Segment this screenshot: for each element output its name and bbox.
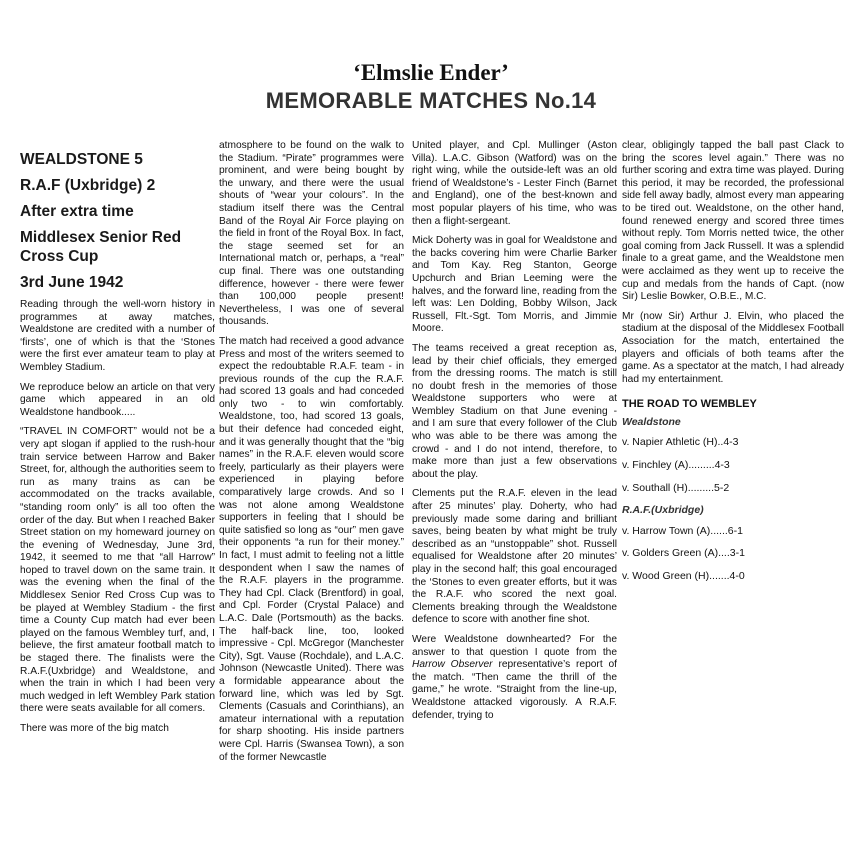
match-date: 3rd June 1942: [20, 274, 124, 291]
article-column-1: [20, 150, 215, 736]
page-title: ‘Elmslie Ender’: [353, 60, 509, 85]
article-paragraph-cont: atmosphere to be found on the walk to the Stadium. “Pirate” programmes were prominent, and were being bought by the unwary, and there were the usual shouts of “wear your colours”. In the stadium itself there was the Central Band of the Royal Air Force playing on the field in front of the Royal Box. In fact, the stage seemed set for an International match or, perhaps, a “real” cup final. There was one outstanding difference, however - there were fewer than 100,000 people present! Nevertheless, I was one of several thousands.: [219, 140, 404, 328]
match-score-away: R.A.F (Uxbridge) 2: [20, 177, 156, 194]
road-to-wembley-title: THE ROAD TO WEMBLEY: [622, 398, 757, 411]
road-team-heading: R.A.F.(Uxbridge): [622, 504, 704, 517]
article-paragraph-start: There was more of the big match: [20, 723, 169, 734]
article-paragraph: We reproduce below an article on that very game which appeared in an old Wealdstone handbook.....: [20, 381, 215, 418]
article-paragraph: Clements put the R.A.F. eleven in the lead after 25 minutes’ play. Doherty, who had previously made some daring and brilliant saves, being beaten by what might be truly described as an “unstoppable” shot. Russell equalised for Wealdstone after 20 minutes’ play in the second half; this goal encouraged the ‘Stones to even greater efforts, but it was the R.A.F. who scored the next goal. Clements breaking through the Wealdstone defence to score with another fine shot.: [412, 488, 617, 626]
newspaper-name: Harrow Observer: [412, 659, 493, 671]
page-subtitle: MEMORABLE MATCHES No.14: [265, 88, 597, 113]
article-paragraph: The teams received a great reception as, lead by their chief officials, they emerged from the dressing rooms. The match is still no doubt fresh in the memories of those Wealdstone supporters who were at Wembley Stadium on that June evening - and I am sure that every follower of the Club who was able to be there was among the crowd - and I do not intend, therefore, to make more than just a few observations about the play.: [412, 342, 617, 480]
road-team-heading: Wealdstone: [622, 415, 681, 428]
match-note: After extra time: [20, 203, 134, 220]
road-result: v. Harrow Town (A)......6-1: [622, 524, 743, 537]
article-column-3: [412, 140, 617, 722]
article-paragraph-start: The match had received a good advance Press and most of the writers seemed to expect the redoubtable R.A.F. team - in previous rounds of the cup the R.A.F. had scored 13 goals and had conceded only two - to win comfortably. Wealdstone, too, had scored 13 goals, but their defence had conceded eight, and it was generally thought that the “big names” in the R.A.F. eleven would score freely, particularly as their players were experienced in playing before comparatively large crowds. And so I was not alone among Wealdstone supporters in feeling that I should be quite satisfied so long as “our” men gave their opponents “a run for their money.” In fact, I must admit to feeling not a little despondent when I saw the names of the R.A.F. players in the programme. They had Cpl. Clack (Brentford) in goal, and Cpl. Forder (Crystal Palace) and L.A.C. Dale (Portsmouth) as the backs. The half-back line, too, looked impressive - Cpl. McGregor (Manchester City), Sgt. Vause (Rochdale), and L.A.C. Johnson (Newcastle United). There was a formidable appearance about the forward line, which was led by Sgt. Clements (Casuals and Corinthians), an amateur international with a reputation for sharp shooting. His inside partners were Cpl. Harris (Swansea Town), a son of the former Newcastle: [219, 335, 404, 763]
article-paragraph: Mr (now Sir) Arthur J. Elvin, who placed the stadium at the disposal of the Middlesex Football Association for the match, entertained the players and officials of both teams after the game. As a spectator at the match, I had already had my entertainment.: [622, 310, 844, 385]
road-result: v. Golders Green (A)....3-1: [622, 547, 745, 560]
article-paragraph: “TRAVEL IN COMFORT” would not be a very apt slogan if applied to the rush-hour train service between Harrow and Baker Street, for, although the authorities seem to run as many trains as can be accommodated on the tracks available, “standing room only” is all too often the order of the day. But when I reached Baker Street station on my homeward journey on the evening of Wednesday, June 3rd, 1942, it seemed to me that “all Harrow” hoped to travel down on the same train. It was the evening when the final of the Middlesex Senior Red Cross Cup was to be played at Wembley Stadium - the first time a County Cup match had ever been played on the famous Wembley turf, and, I believe, the first amateur football match to be staged there. The finalists were the R.A.F.(Uxbridge) and Wealdstone, and when the train in which I had been very much wedged in left Wembley Park station there were seats available for all comers.: [20, 426, 215, 715]
article-column-4: [622, 140, 844, 593]
road-result: v. Wood Green (H).......4-0: [622, 570, 745, 583]
match-score-home: WEALDSTONE 5: [20, 151, 143, 168]
road-result: v. Southall (H).........5-2: [622, 481, 730, 494]
road-result: v. Napier Athletic (H)..4-3: [622, 436, 739, 449]
article-paragraph-cont: clear, obligingly tapped the ball past Clack to bring the scores level again.” There was no further scoring and extra time was played. During this period, it may be recorded, the professional side fell away badly, almost every man appearing to be tired out. Wealdstone, on the other hand, found renewed energy and scored three times without reply. Tom Morris netted twice, the other goal coming from Jack Russell. It was a splendid finale to a great game, and the Wealdstone men were acclaimed as they went up to receive the cup and medals from the hands of Capt. (now Sir) Leslie Bowker, O.B.E., M.C.: [622, 140, 844, 303]
article-column-2: [219, 140, 404, 764]
article-paragraph-cont: United player, and Cpl. Mullinger (Aston Villa). L.A.C. Gibson (Watford) was on the right wing, while the outside-left was an old friend of Wealdstone’s - Lester Finch (Barnet and England), one of the best-known and most popular players of his time, who was then a flight-sergeant.: [412, 140, 617, 227]
article-paragraph-start: Were Wealdstone downhearted? For the answer to that question I quote from the Harrow Observer representative’s report of the match. “Then came the thrill of the game,” he wrote. “Straight from the line-up, Wealdstone attacked vigorously. A R.A.F. defender, trying to: [412, 633, 617, 721]
article-paragraph: Reading through the well-worn history in programmes at away matches, Wealdstone are credited with a number of ‘firsts’, one of which is that the ‘Stones were the first ever amateur team to play at Wembley Stadium.: [20, 299, 215, 373]
match-competition: Middlesex Senior Red Cross Cup: [20, 229, 182, 265]
article-paragraph: Mick Doherty was in goal for Wealdstone and the backs covering him were Charlie Barker and Tom Kay. Reg Stanton, George Upchurch and Brian Leeming were the halves, and the forward line, reading from the left was: Len Dolding, Bobby Wilson, Jack Russell, Flt.-Sgt. Tom Morris, and Jimmie Moore.: [412, 235, 617, 335]
road-result: v. Finchley (A).........4-3: [622, 459, 730, 472]
